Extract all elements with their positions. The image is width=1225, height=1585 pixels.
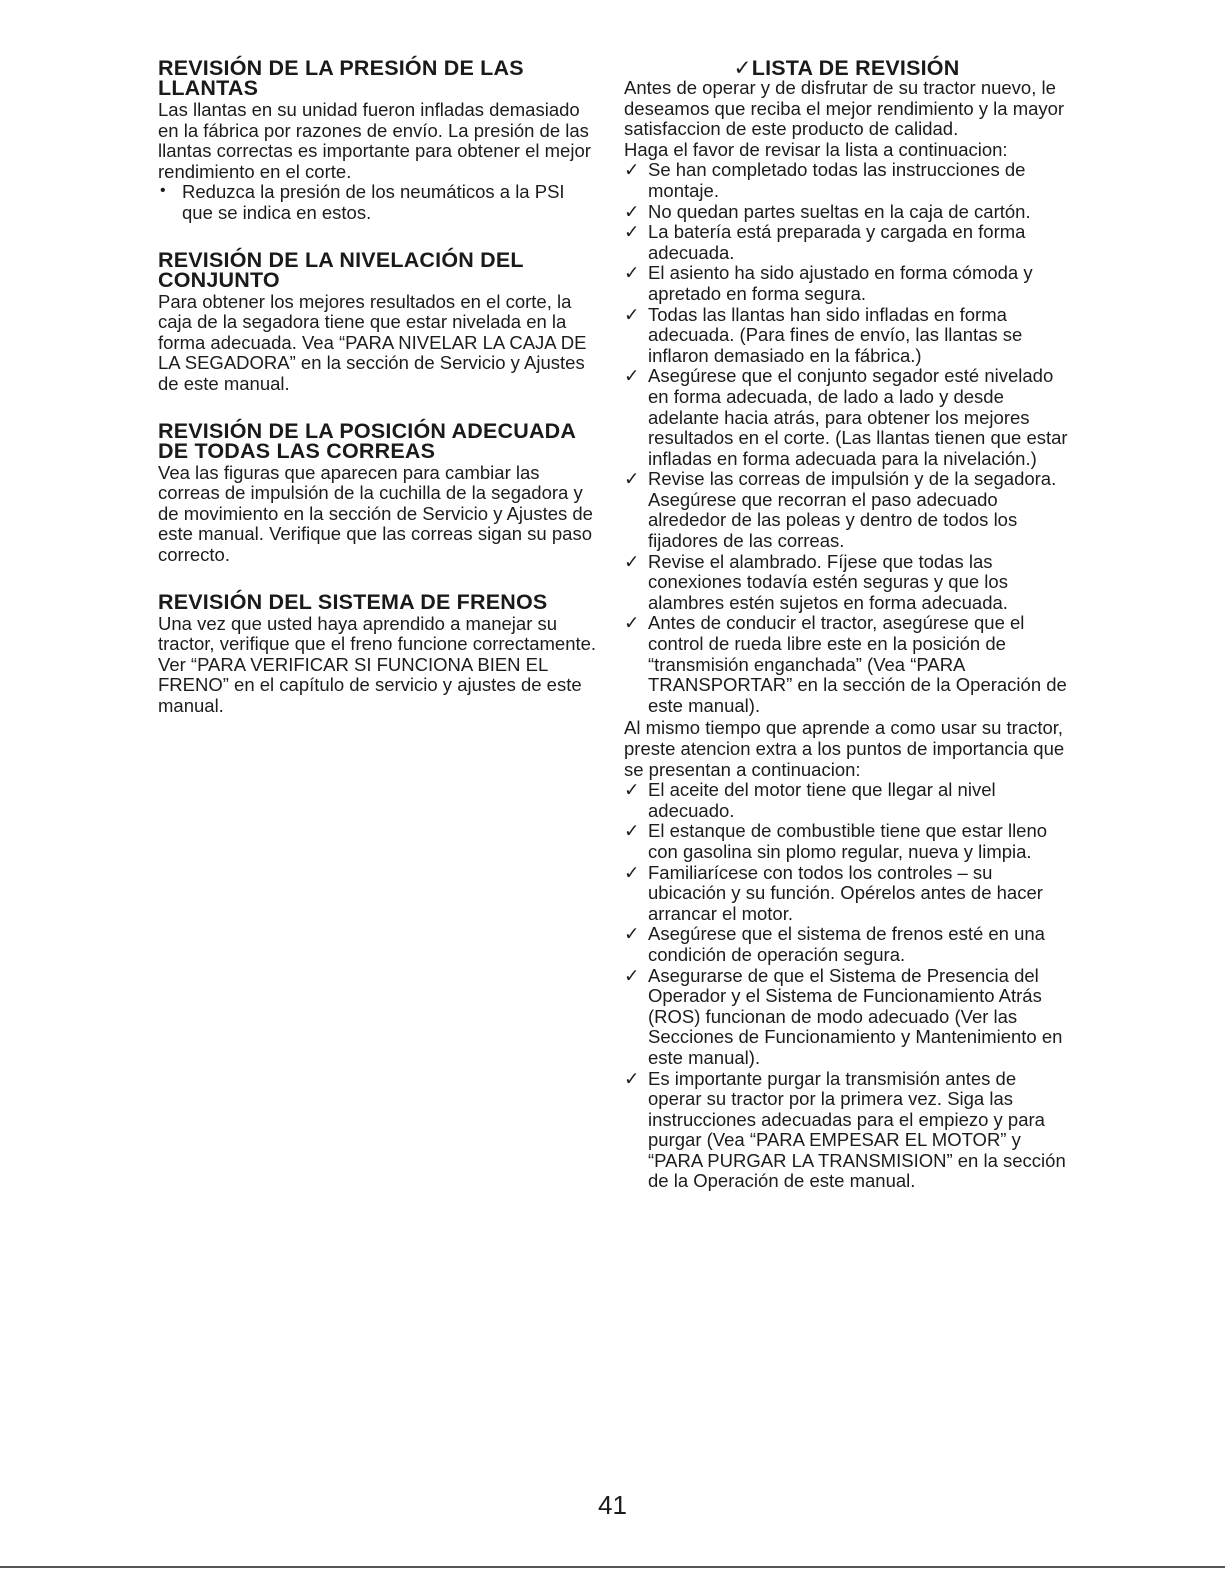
check-mark-icon: ✓ (624, 468, 640, 490)
bullet-text: Reduzca la presión de los neumáticos a la PSI que se indica en estos. (182, 181, 565, 223)
check-mark-icon: ✓ (624, 612, 640, 634)
deck-leveling-section (158, 247, 598, 395)
check-item-text: Asegurarse de que el Sistema de Presencia del Operador y el Sistema de Funcionamiento Atrás (ROS) funcionan de modo adecuado (Ver las Secciones de Funcionamiento y Mantenimiento en este manual). (648, 964, 1063, 1068)
bottom-rule (0, 1566, 1225, 1568)
section-body: Para obtener los mejores resultados en el corte, la caja de la segadora tiene que estar nivelada en la forma adecuada. Vea “PARA NIVELAR LA CAJA DE LA SEGADORA” en la sección de Servicio y Ajustes de este manual. (158, 290, 587, 394)
bullet-item (158, 182, 598, 223)
section-body: Las llantas en su unidad fueron infladas demasiado en la fábrica por razones de envío. La presión de las llantas correctas es importante para obtener el mejor rendimiento en el corte. (158, 99, 591, 182)
check-item (624, 305, 1069, 367)
check-item-text: No quedan partes sueltas en la caja de cartón. (648, 200, 1031, 222)
check-item (624, 966, 1069, 1069)
check-mark-icon: ✓ (624, 221, 640, 243)
check-item (624, 821, 1069, 862)
check-mark-icon: ✓ (624, 550, 640, 572)
check-mark-icon: ✓ (624, 1067, 640, 1089)
checklist-title: ✓LISTA DE REVISIÓN (733, 56, 960, 80)
check-item-text: El asiento ha sido ajustado en forma cómoda y apretado en forma segura. (648, 262, 1033, 304)
check-item-text: Asegúrese que el conjunto segador esté nivelado en forma adecuada, de lado a lado y desde adelante hacia atrás, para obtener los mejores resultados en el corte. (Las llantas tienen que estar infladas en forma adecuada para la nivelación.) (648, 365, 1068, 469)
check-item (624, 469, 1069, 551)
check-item (624, 924, 1069, 965)
section-title: REVISIÓN DE LA POSICIÓN ADECUADA DE TODAS LAS CORREAS (158, 418, 576, 463)
check-item-text: El aceite del motor tiene que llegar al nivel adecuado. (648, 779, 996, 821)
checklist-lead-1: Haga el favor de revisar la lista a continuacion: (624, 138, 1008, 160)
belt-position-section (158, 418, 598, 566)
check-item-text: Antes de conducir el tractor, asegúrese que el control de rueda libre este en la posición de “transmisión enganchada” (Vea “PARA TRANSPORTAR” en la sección de la Operación de este manual). (648, 612, 1067, 716)
check-item-text: Es importante purgar la transmisión antes de operar su tractor por la primera vez. Siga las instrucciones adecuadas para el empiezo y para purgar (Vea “PARA EMPESAR EL MOTOR” y “PARA PURGAR LA TRANSMISION” en la sección de la Operación de este manual. (648, 1067, 1066, 1192)
check-item-text: Revise el alambrado. Fíjese que todas las conexiones todavía estén seguras y que los alambres estén sujetos en forma adecuada. (648, 550, 1008, 613)
check-mark-icon: ✓ (624, 262, 640, 284)
check-item-text: La batería está preparada y cargada en forma adecuada. (648, 221, 1026, 263)
right-column (624, 58, 1069, 1194)
check-mark-icon: ✓ (624, 820, 640, 842)
check-item (624, 263, 1069, 304)
bullet-icon: • (160, 182, 166, 200)
left-column (158, 58, 598, 742)
check-mark-icon: ✓ (624, 964, 640, 986)
check-item (624, 160, 1069, 201)
check-item (624, 780, 1069, 821)
checklist-lead-2: Al mismo tiempo que aprende a como usar su tractor, preste atencion extra a los puntos de importancia que se presentan a continuacion: (624, 717, 1065, 780)
check-item-text: Asegúrese que el sistema de frenos esté en una condición de operación segura. (648, 923, 1045, 965)
check-item (624, 613, 1069, 716)
check-mark-icon: ✓ (624, 365, 640, 387)
section-body: Vea las figuras que aparecen para cambiar las correas de impulsión de la cuchilla de la segadora y de movimiento en la sección de Servicio y Ajustes de este manual. Verifique que las correas sigan su paso correcto. (158, 461, 593, 565)
check-mark-icon: ✓ (624, 861, 640, 883)
tire-pressure-section (158, 58, 598, 224)
checklist-1 (624, 160, 1069, 716)
check-mark-icon: ✓ (624, 200, 640, 222)
checklist-intro: Antes de operar y de disfrutar de su tractor nuevo, le deseamos que reciba el mejor rendimiento y la mayor satisfaccion de este producto de calidad. (624, 77, 1065, 140)
check-item-text: Revise las correas de impulsión y de la segadora. Asegúrese que recorran el paso adecuado alrededor de las poleas y dentro de todos los fijadores de las correas. (648, 468, 1057, 552)
check-mark-icon: ✓ (624, 923, 640, 945)
check-item-text: Se han completado todas las instrucciones de montaje. (648, 159, 1026, 201)
section-title: REVISIÓN DEL SISTEMA DE FRENOS (158, 589, 548, 614)
check-item (624, 366, 1069, 469)
check-item (624, 1069, 1069, 1193)
check-item (624, 202, 1069, 223)
check-mark-icon: ✓ (624, 159, 640, 181)
check-item-text: Todas las llantas han sido infladas en forma adecuada. (Para fines de envío, las llantas se inflaron demasiado en la fábrica.) (648, 303, 1023, 366)
check-item-text: Familiarícese con todos los controles – su ubicación y su función. Opérelos antes de hacer arrancar el motor. (648, 861, 1043, 924)
check-item (624, 863, 1069, 925)
section-title: REVISIÓN DE LA PRESIÓN DE LAS LLANTAS (158, 56, 524, 100)
check-mark-icon: ✓ (624, 303, 640, 325)
check-item (624, 222, 1069, 263)
check-item-text: El estanque de combustible tiene que estar lleno con gasolina sin plomo regular, nueva y limpia. (648, 820, 1048, 862)
brake-system-section (158, 589, 598, 717)
check-item (624, 552, 1069, 614)
page-number: 41 (598, 1490, 627, 1520)
section-title: REVISIÓN DE LA NIVELACIÓN DEL CONJUNTO (158, 247, 524, 292)
check-mark-icon: ✓ (624, 779, 640, 801)
checklist-2 (624, 780, 1069, 1192)
section-body: Una vez que usted haya aprendido a manejar su tractor, verifique que el freno funcione correctamente. Ver “PARA VERIFICAR SI FUNCIONA BIEN EL FRENO” en el capítulo de servicio y ajustes de este manual. (158, 612, 597, 716)
